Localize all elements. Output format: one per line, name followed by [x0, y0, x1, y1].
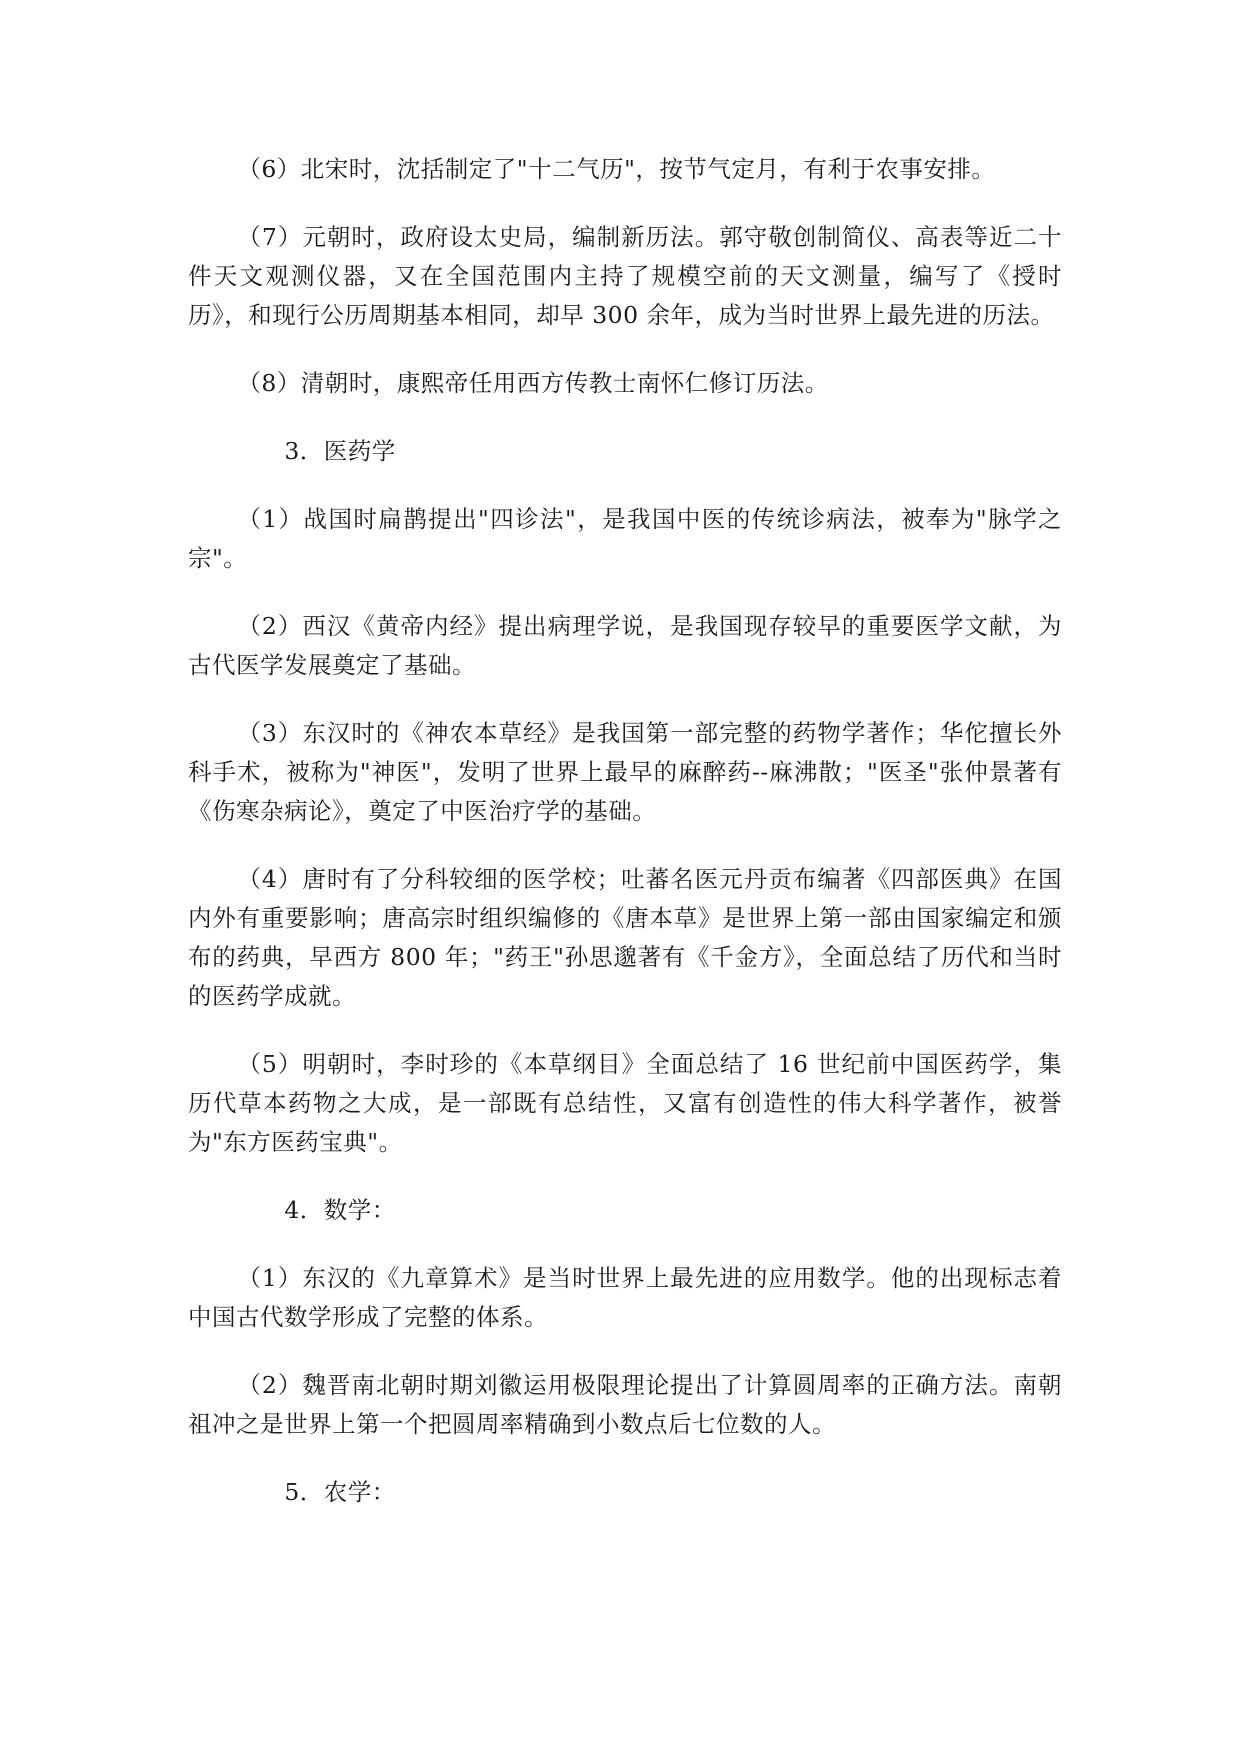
document-page	[188, 150, 1062, 1541]
paragraph-medicine-5: （5）明朝时，李时珍的《本草纲目》全面总结了 16 世纪前中国医药学，集历代草本药物之大成，是一部既有总结性，又富有创造性的伟大科学著作，被誉为"东方医药宝典"。	[188, 1050, 1062, 1156]
paragraph-astronomy-6: （6）北宋时，沈括制定了"十二气历"，按节气定月，有利于农事安排。	[237, 155, 996, 183]
paragraph-medicine-1: （1）战国时扁鹊提出"四诊法"，是我国中医的传统诊病法，被奉为"脉学之宗"。	[188, 505, 1062, 572]
paragraph-astronomy-7: （7）元朝时，政府设太史局，编制新历法。郭守敬创制简仪、高表等近二十件天文观测仪器，又在全国范围内主持了规模空前的天文测量，编写了《授时历》，和现行公历周期基本相同，却早 300 余年，成为当时世界上最先进的历法。	[188, 223, 1062, 329]
section-heading-medicine: 3．医药学	[284, 437, 396, 465]
paragraph-mathematics-1: （1）东汉的《九章算术》是当时世界上最先进的应用数学。他的出现标志着中国古代数学形成了完整的体系。	[188, 1264, 1062, 1331]
paragraph-medicine-4: （4）唐时有了分科较细的医学校；吐蕃名医元丹贡布编著《四部医典》在国内外有重要影响；唐高宗时组织编修的《唐本草》是世界上第一部由国家编定和颁布的药典，早西方 800 年；"药王"孙思邈著有《千金方》，全面总结了历代和当时的医药学成就。	[188, 865, 1062, 1010]
paragraph-medicine-2: （2）西汉《黄帝内经》提出病理学说，是我国现存较早的重要医学文献，为古代医学发展奠定了基础。	[188, 612, 1062, 679]
paragraph-medicine-3: （3）东汉时的《神农本草经》是我国第一部完整的药物学著作；华佗擅长外科手术，被称为"神医"，发明了世界上最早的麻醉药--麻沸散；"医圣"张仲景著有《伤寒杂病论》，奠定了中医治疗学的基础。	[188, 719, 1062, 825]
paragraph-astronomy-8: （8）清朝时，康熙帝任用西方传教士南怀仁修订历法。	[237, 369, 829, 397]
section-heading-agriculture: 5．农学：	[284, 1478, 396, 1506]
section-heading-mathematics: 4．数学：	[284, 1196, 396, 1224]
paragraph-mathematics-2: （2）魏晋南北朝时期刘徽运用极限理论提出了计算圆周率的正确方法。南朝祖冲之是世界上第一个把圆周率精确到小数点后七位数的人。	[188, 1371, 1062, 1438]
